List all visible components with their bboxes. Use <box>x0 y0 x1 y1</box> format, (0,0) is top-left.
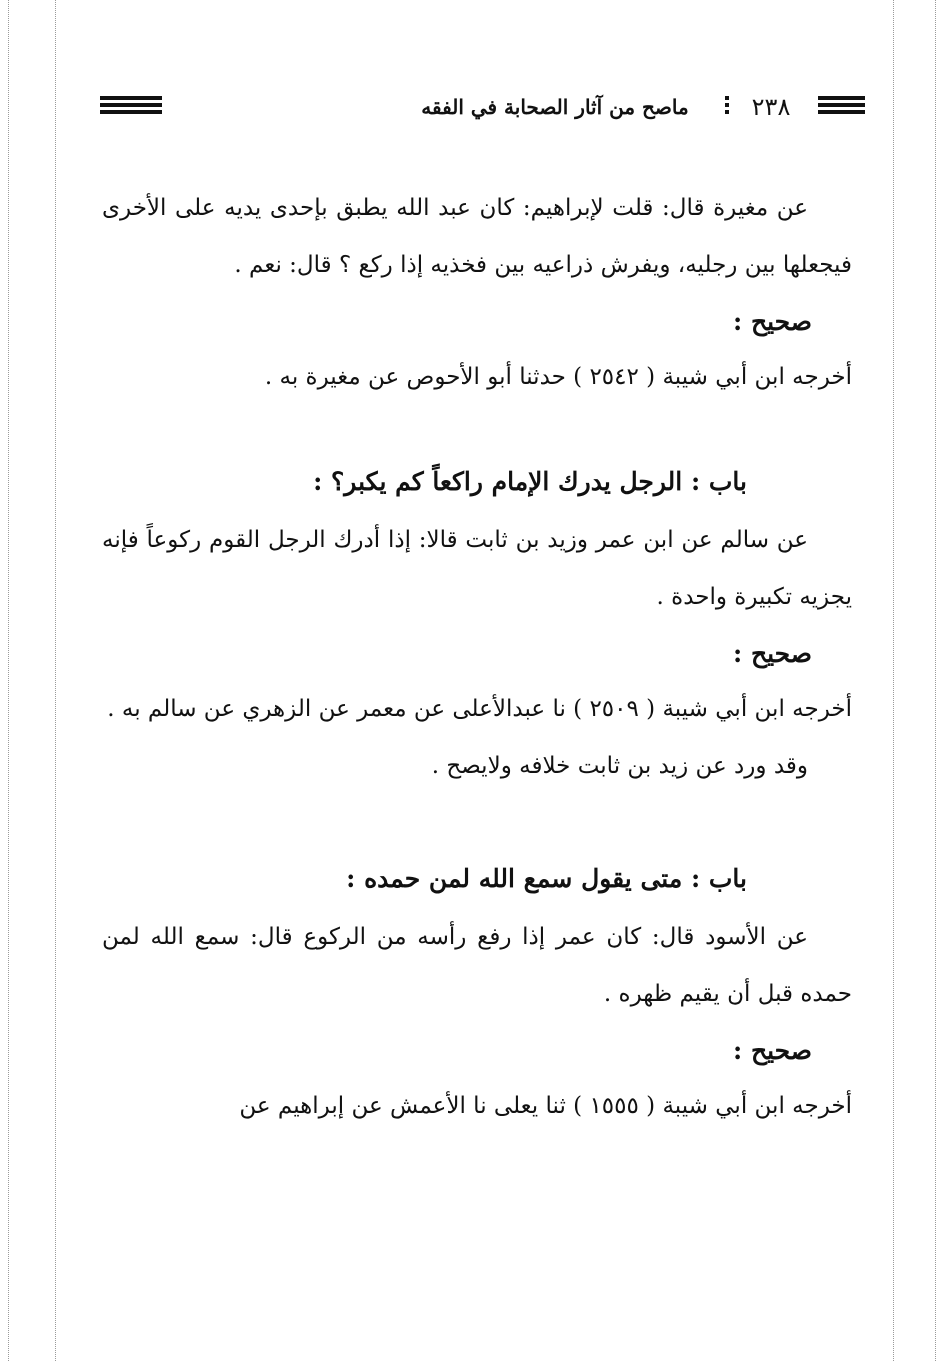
note-paragraph: وقد ورد عن زيد بن ثابت خلافه ولايصح . <box>431 753 808 779</box>
right-margin-dotted-rule <box>935 0 936 1361</box>
header-rule-right <box>818 96 865 118</box>
narration-paragraph: عن مغيرة قال: قلت لإبراهيم: كان عبد الله يطبق بإحدى يديه على الأخرى فيجعلها بين رجليه، ويفرش ذراعيه بين فخذيه إذا ركع ؟ قال: نعم . <box>102 195 852 278</box>
grading-label: صحيح : <box>733 639 812 668</box>
right-margin-dotted-rule <box>893 0 894 1361</box>
narration-paragraph: عن الأسود قال: كان عمر إذا رفع رأسه من الركوع قال: سمع الله لمن حمده قبل أن يقيم ظهره . <box>102 924 852 1007</box>
page-body <box>102 180 852 1135</box>
page-number: ٢٣٨ <box>729 90 813 124</box>
grading-label: صحيح : <box>733 1036 812 1065</box>
narration-paragraph: عن سالم عن ابن عمر وزيد بن ثابت قالا: إذا أدرك الرجل القوم ركوعاً فإنه يجزيه تكبيرة واحدة . <box>102 527 852 610</box>
takhrij-paragraph: أخرجه ابن أبي شيبة ( ٢٥٤٢ ) حدثنا أبو الأحوص عن مغيرة به . <box>264 364 852 390</box>
grading-label: صحيح : <box>733 307 812 336</box>
chapter-heading: باب : متى يقول سمع الله لمن حمده : <box>346 864 747 893</box>
takhrij-paragraph: أخرجه ابن أبي شيبة ( ٢٥٠٩ ) نا عبدالأعلى عن معمر عن الزهري عن سالم به . <box>107 696 852 722</box>
chapter-heading: باب : الرجل يدرك الإمام راكعاً كم يكبر؟ : <box>313 467 747 496</box>
left-margin-dotted-rule <box>8 0 9 1361</box>
header-rule-left <box>100 96 162 118</box>
left-margin-dotted-rule <box>55 0 56 1361</box>
book-title: ماصح من آثار الصحابة في الفقه <box>385 90 725 124</box>
takhrij-paragraph: أخرجه ابن أبي شيبة ( ١٥٥٥ ) ثنا يعلى نا الأعمش عن إبراهيم عن <box>239 1093 852 1119</box>
page-header <box>100 90 865 124</box>
